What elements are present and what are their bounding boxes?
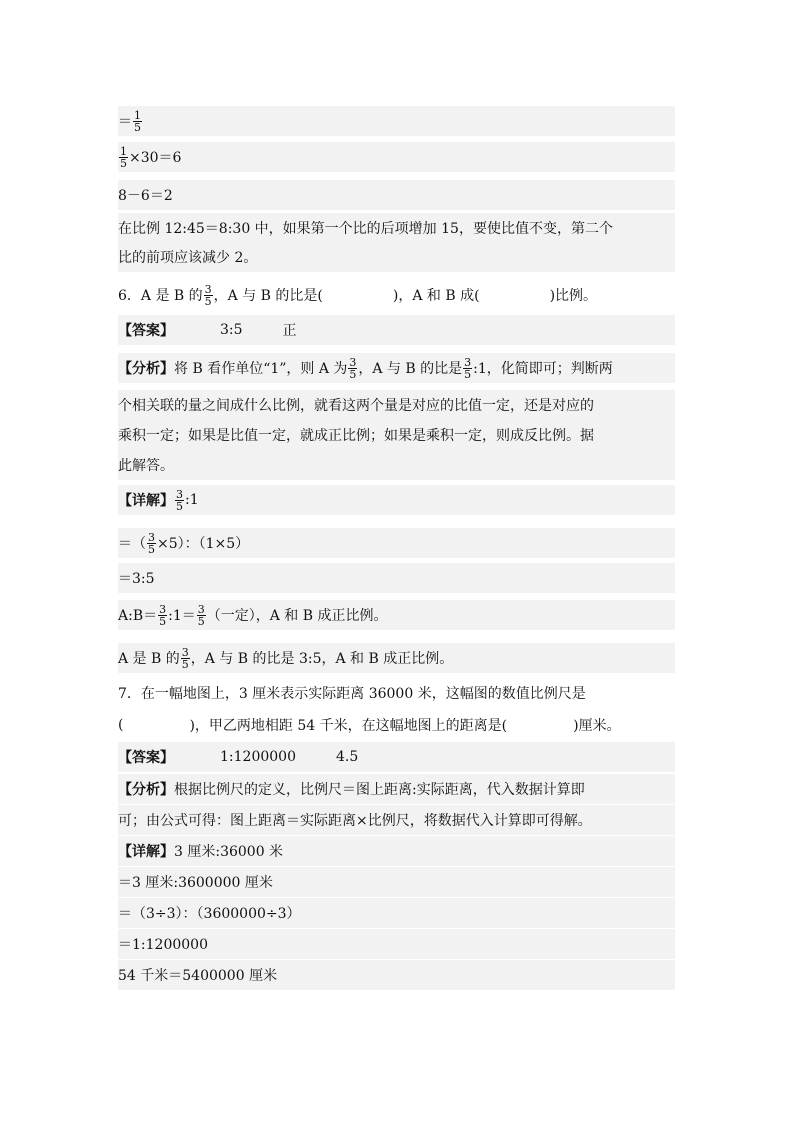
text-line: 比的前项应该减少 2。 — [118, 242, 675, 272]
detail-line: ＝3:5 — [118, 563, 675, 593]
fraction: $\frac{3}{5}$ — [181, 645, 189, 671]
fraction: $\frac{1}{5}$ — [120, 144, 127, 170]
fraction: $\frac{3}{5}$ — [349, 355, 357, 381]
fraction: $\frac{3}{5}$ — [464, 355, 472, 381]
answer-line: 【答案】 3:5 正 — [118, 315, 675, 345]
detail-line: 【详解】 $\frac{3}{5}$ :1 — [118, 485, 675, 515]
detail-line: ＝（ $\frac{3}{5}$ ×5）：（1×5） — [118, 528, 675, 558]
analysis-line: 此解答。 — [118, 450, 675, 480]
analysis-line: 【分析】 将 B 看作单位“1”，则 A 为 $\frac{3}{5}$ ，A 与 B 的比是 $\frac{3}{5}$ :1，化简即可；判断两 — [118, 353, 675, 383]
equation-line: ＝ $\frac{1}{5}$ — [118, 106, 675, 136]
equation-line: $\frac{1}{5}$ ×30＝6 — [118, 142, 675, 172]
question-6: 6．A 是 B 的 $\frac{3}{5}$ ，A 与 B 的比是( )，A 和 B 成( )比例。 — [118, 282, 598, 308]
fraction: $\frac{3}{5}$ — [159, 602, 167, 628]
question-7-line-2: ( )，甲乙两地相距 54 千米，在这幅地图上的距离是( )厘米。 — [118, 717, 621, 734]
equation-line: 8－6＝2 — [118, 180, 675, 210]
detail-line: ＝1:1200000 — [118, 929, 675, 959]
detail-line: A 是 B 的 $\frac{3}{5}$ ，A 与 B 的比是 3:5，A 和 B 成正比例。 — [118, 643, 675, 673]
answer-line: 【答案】 1:1200000 4.5 — [118, 742, 675, 772]
detail-line: A:B＝ $\frac{3}{5}$ :1＝ $\frac{3}{5}$ （一定），A 和 B 成正比例。 — [118, 600, 675, 630]
detail-line: ＝（3÷3）：（3600000÷3） — [118, 898, 675, 928]
question-7: 7．在一幅地图上，3 厘米表示实际距离 36000 米，这幅图的数值比例尺是 — [118, 686, 586, 702]
fraction: $\frac{3}{5}$ — [197, 602, 205, 628]
detail-line: 【详解】 3 厘米:36000 米 — [118, 836, 675, 866]
analysis-line: 【分析】 根据比例尺的定义，比例尺＝图上距离:实际距离，代入数据计算即 — [118, 774, 675, 804]
text-line: 在比例 12:45＝8:30 中，如果第一个比的后项增加 15，要使比值不变，第二个 — [118, 213, 675, 243]
detail-line: 54 千米＝5400000 厘米 — [118, 960, 675, 990]
analysis-line: 个相关联的量之间成什么比例，就看这两个量是对应的比值一定，还是对应的 — [118, 390, 675, 420]
fraction: $\frac{3}{5}$ — [204, 282, 212, 308]
fraction: $\frac{1}{5}$ — [134, 108, 141, 134]
fraction: $\frac{3}{5}$ — [176, 487, 183, 513]
detail-line: ＝3 厘米:3600000 厘米 — [118, 867, 675, 897]
analysis-line: 乘积一定；如果是比值一定，就成正比例；如果是乘积一定，则成反比例。据 — [118, 420, 675, 450]
fraction: $\frac{3}{5}$ — [148, 530, 155, 556]
analysis-line: 可；由公式可得：图上距离＝实际距离×比例尺，将数据代入计算即可得解。 — [118, 805, 675, 835]
